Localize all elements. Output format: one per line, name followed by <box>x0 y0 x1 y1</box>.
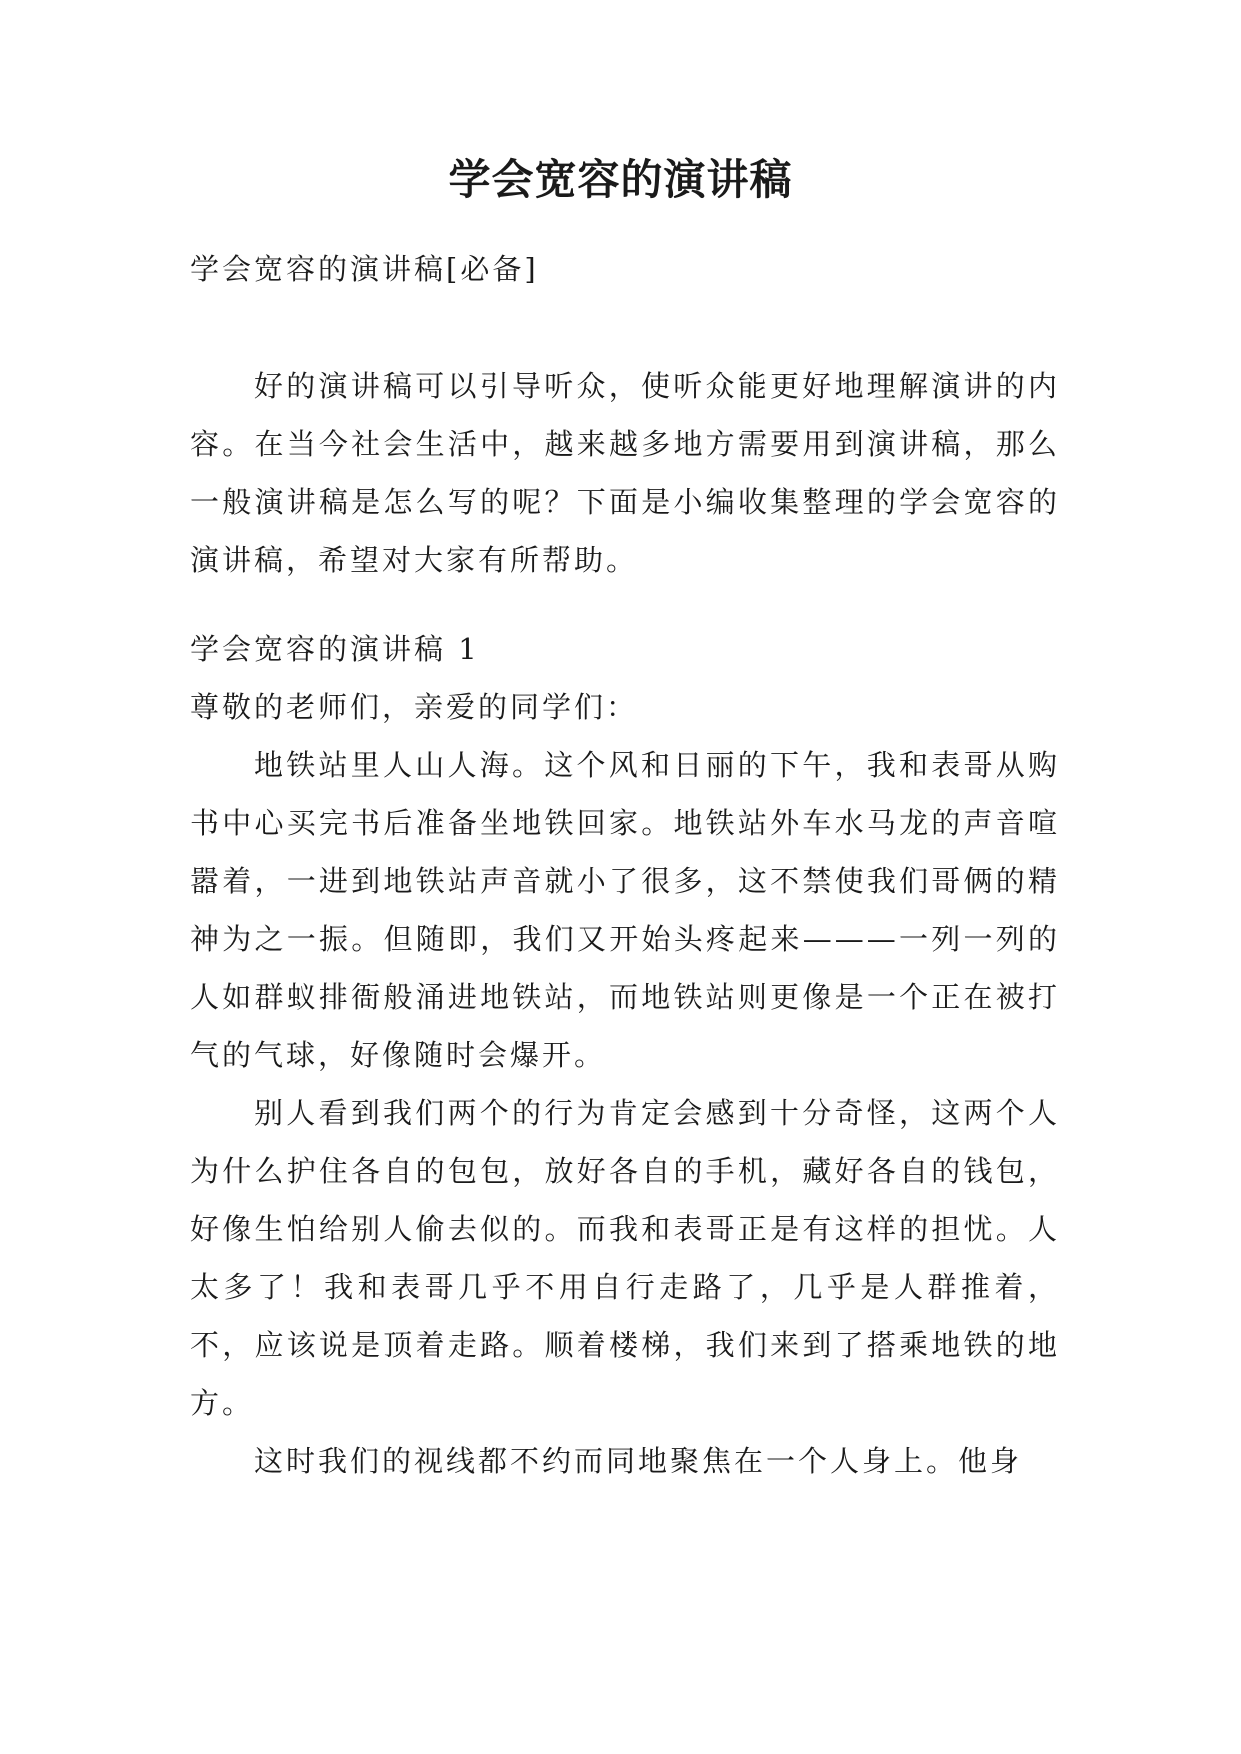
body-paragraph-2: 别人看到我们两个的行为肯定会感到十分奇怪，这两个人为什么护住各自的包包，放好各自的手机，藏好各自的钱包，好像生怕给别人偷去似的。而我和表哥正是有这样的担忧。人太多了！我和表哥几乎不用自行走路了，几乎是人群推着，不，应该说是顶着走路。顺着楼梯，我们来到了搭乘地铁的地方。 <box>190 1096 1060 1420</box>
section-heading: 学会宽容的演讲稿 1 <box>190 632 480 666</box>
intro-paragraph: 好的演讲稿可以引导听众，使听众能更好地理解演讲的内容。在当今社会生活中，越来越多地方需要用到演讲稿，那么一般演讲稿是怎么写的呢？下面是小编收集整理的学会宽容的演讲稿，希望对大家有所帮助。 <box>190 369 1060 577</box>
body-paragraph-1: 地铁站里人山人海。这个风和日丽的下午，我和表哥从购书中心买完书后准备坐地铁回家。地铁站外车水马龙的声音喧嚣着，一进到地铁站声音就小了很多，这不禁使我们哥俩的精神为之一振。但随即，我们又开始头疼起来———一列一列的人如群蚁排衙般涌进地铁站，而地铁站则更像是一个正在被打气的气球，好像随时会爆开。 <box>190 748 1060 1072</box>
body-paragraph-3: 这时我们的视线都不约而同地聚焦在一个人身上。他身 <box>254 1444 1023 1478</box>
document-title: 学会宽容的演讲稿 <box>448 155 793 204</box>
document-subtitle: 学会宽容的演讲稿[必备] <box>190 252 539 286</box>
salutation: 尊敬的老师们，亲爱的同学们： <box>190 690 639 724</box>
